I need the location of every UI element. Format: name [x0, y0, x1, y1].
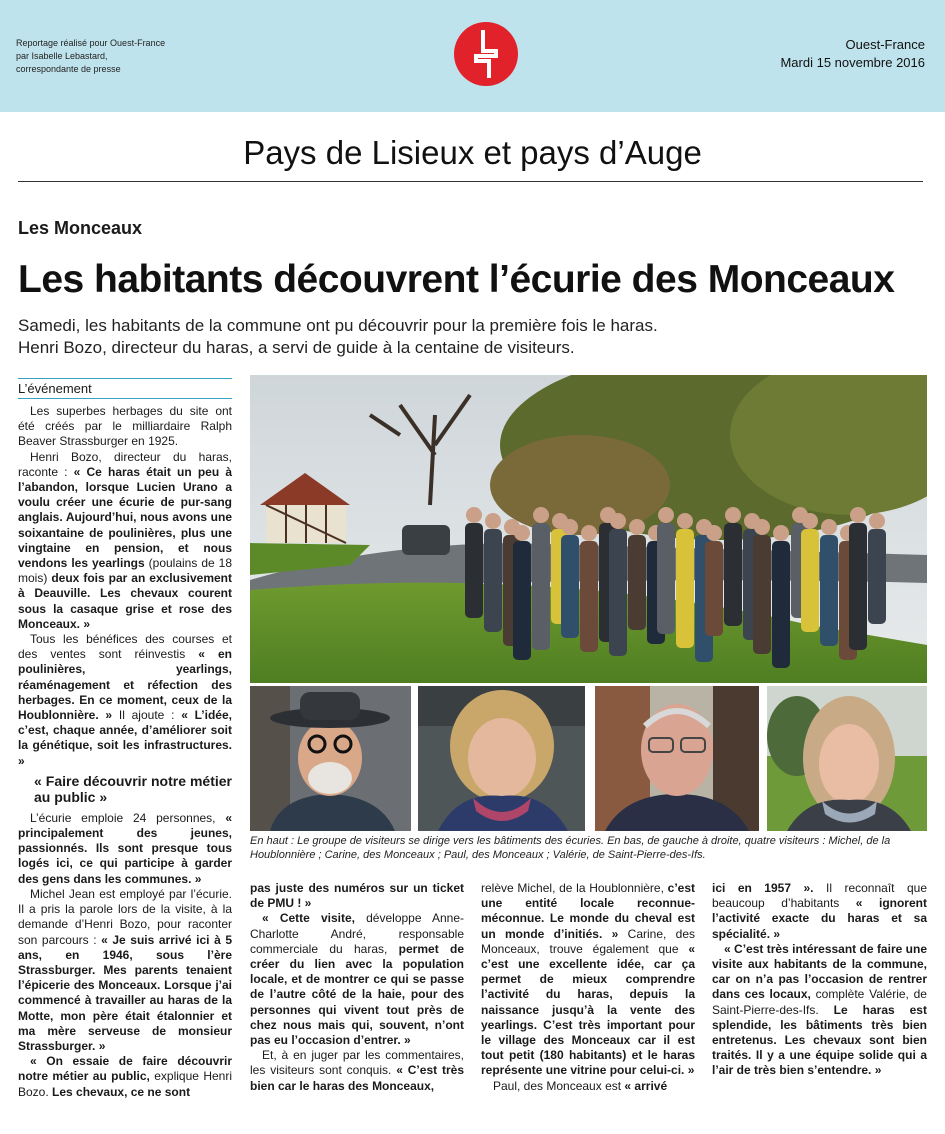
reporter-credit — [16, 37, 165, 76]
event-label: L’événement — [18, 378, 232, 399]
paragraph: relève Michel, de la Houblonnière, c’est une entité locale reconnue-méconnue. Le monde du cheval est un monde d’initiés. » Carine, des Monceaux, trouve également que « c’est une excellente idée, car ça permet de mieux comprendre l’activité du haras, depuis la naissance jusqu’à la vente des yearlings. C’est très important pour le village des Monceaux car il est tout petit (180 habitants) et le haras représente une vitrine pour celui-ci. » — [481, 881, 696, 1078]
section-title: Pays de Lisieux et pays d’Auge — [243, 134, 702, 171]
paragraph: Et, à en juger par les commentaires, les visiteurs sont conquis. « C’est très bien car le haras des Monceaux, — [250, 1048, 464, 1093]
photo-caption: En haut : Le groupe de visiteurs se dirige vers les bâtiments des écuries. En bas, de gauche à droite, quatre visiteurs : Michel, de la Houblonnière ; Carine, des Monceaux ; Paul, des Monceaux ; Valérie, de Saint-Pierre-des-Ifs. — [250, 835, 891, 861]
article-column-1 — [18, 404, 232, 1100]
visitors-group-photo — [250, 375, 927, 683]
portrait-michel-photo — [250, 686, 411, 831]
standfirst-line: Samedi, les habitants de la commune ont pu découvrir pour la première fois le haras. — [18, 316, 658, 335]
paragraph: L’écurie emploie 24 personnes, « principalement des jeunes, passionnés. Ils sont presque tous logés ici, ce qui participe à garder des gens dans les communes. » — [18, 810, 232, 886]
article-kicker: Les Monceaux — [18, 218, 143, 238]
paragraph: Henri Bozo, directeur du haras, raconte : « Ce haras était un peu à l’abandon, lorsque Lucien Urano a voulu créer une écurie de pur-sang anglais. Aujourd’hui, nous avons une soixantaine de poulinières, plus une vingtaine en pension, et nous vendons les yearlings (poulains de 18 mois) deux fois par an exclusivement à Deauville. Les chevaux courent sous la casaque grise et rose des Monceaux. » — [18, 449, 232, 631]
article-column-4 — [712, 881, 927, 1079]
source-date: Mardi 15 novembre 2016 — [780, 55, 925, 70]
credit-line: correspondante de presse — [16, 64, 121, 74]
paragraph: Tous les bénéfices des courses et des ventes sont réinvestis « en poulinières, yearlings, réaménagement et réfection des herbages. En ce moment, ceux de la Houblonnière. » Il ajoute : « L’idée, c’est, chaque année, d’améliorer soit la génétique, soit les infrastructures. » — [18, 632, 233, 768]
paragraph: « C’est très intéressant de faire une visite aux habitants de la commune, car on n’a pas l’occasion de rentrer dans ces locaux, complète Valérie, de Saint-Pierre-des-Ifs. Le haras est splendide, les bâtiments très bien entretenus. Les chevaux sont bien traités. Il y a une équipe solide qui a l’air de très bien s’entendre. » — [712, 941, 927, 1078]
article-subhead: « Faire découvrir notre métier au public » — [34, 772, 232, 805]
paragraph: « On essaie de faire découvrir notre métier au public, explique Henri Bozo. Les chevaux, ce ne sont — [18, 1054, 232, 1099]
paragraph: Paul, des Monceaux est « arrivé — [493, 1078, 668, 1093]
standfirst-line: Henri Bozo, directeur du haras, a servi de guide à la centaine de visiteurs. — [18, 338, 575, 357]
portrait-valerie-photo — [767, 686, 927, 831]
section-divider — [18, 181, 923, 182]
credit-line: par Isabelle Lebastard, — [16, 51, 108, 61]
article-headline: Les habitants découvrent l’écurie des Monceaux — [18, 258, 895, 301]
paragraph: « Cette visite, développe Anne-Charlotte André, responsable commerciale du haras, permet de créer du lien avec la population locale, et de montrer ce qui se passe de l’autre côté de la haie, pour des personnes qui vivent tout près de chez nous mais qui, souvent, n’ont pas eu l’occasion d’entrer. » — [250, 911, 465, 1048]
paragraph: ici en 1957 ». Il reconnaît que beaucoup d’habitants « ignorent l’activité exacte du haras et sa spécialité. » — [712, 881, 927, 941]
paragraph: pas juste des numéros sur un ticket de PMU ! » — [250, 881, 464, 911]
article-column-2 — [250, 881, 464, 1094]
article-standfirst — [18, 315, 658, 359]
newspaper-logo — [454, 22, 518, 86]
paragraph: Les superbes herbages du site ont été créés par le milliardaire Ralph Beaver Strassburger en 1925. — [18, 404, 232, 449]
credit-line: Reportage réalisé pour Ouest-France — [16, 38, 166, 48]
source-name: Ouest-France — [845, 37, 925, 52]
portrait-paul-photo — [595, 686, 759, 831]
source-info — [780, 36, 925, 72]
paragraph: Michel Jean est employé par l’écurie. Il a pris la parole lors de la visite, à la demande d’Henri Bozo, pour raconter son parcours : « Je suis arrivé ici à 5 ans, en 1946, sous l’ère Strassburger. Mes parents tenaient l’épicerie des Monceaux. Lorsque j’ai commencé à travailler au haras de la Motte, mon père était étalonnier et ma mère serveuse de monsieur Strassburger. » — [18, 886, 233, 1053]
portrait-carine-photo — [418, 686, 585, 831]
article-column-3 — [481, 881, 695, 1094]
